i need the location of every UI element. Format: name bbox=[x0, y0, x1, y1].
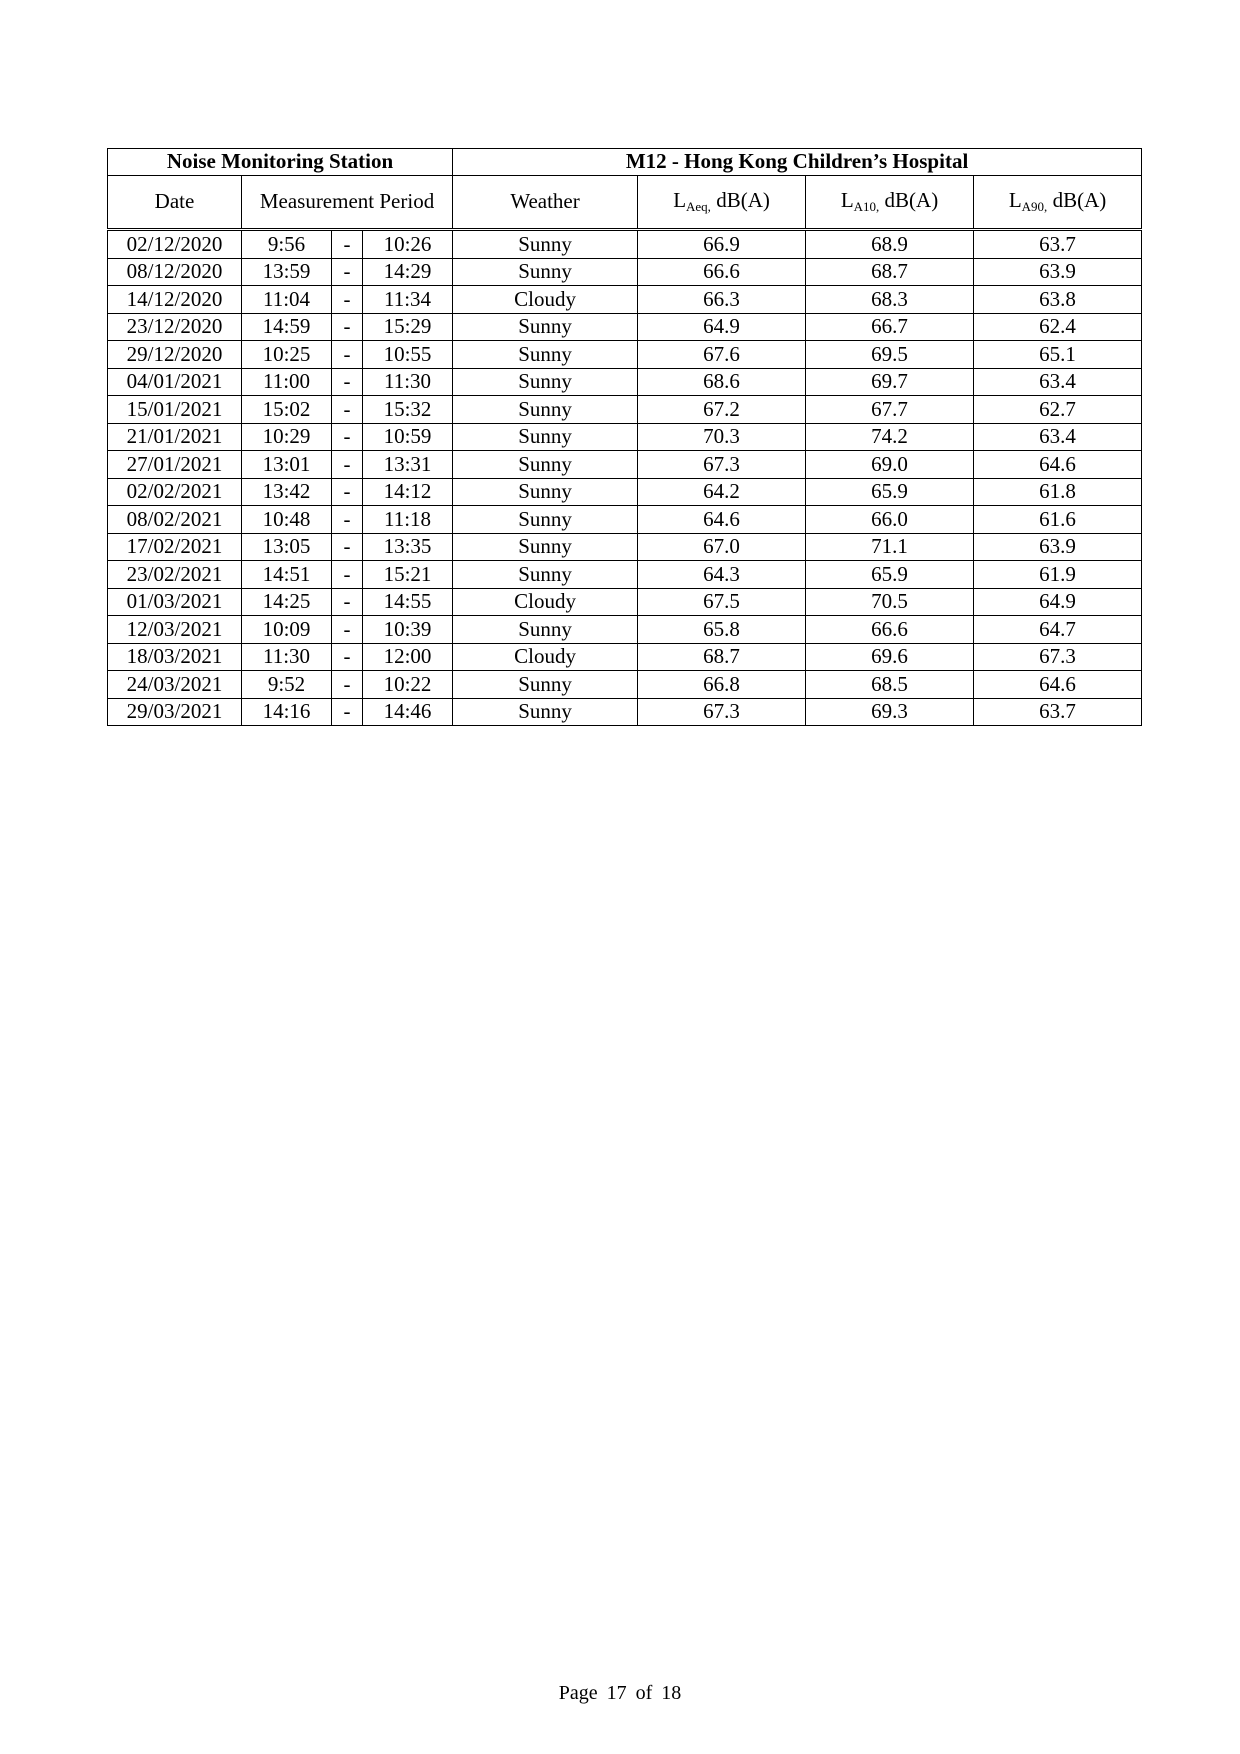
cell-date: 24/03/2021 bbox=[108, 671, 242, 699]
cell-la10: 68.7 bbox=[806, 258, 974, 286]
cell-la90: 63.9 bbox=[974, 533, 1142, 561]
cell-laeq: 66.6 bbox=[638, 258, 806, 286]
cell-date: 04/01/2021 bbox=[108, 368, 242, 396]
cell-start-time: 13:01 bbox=[242, 451, 332, 479]
cell-la90: 61.6 bbox=[974, 506, 1142, 534]
cell-la90: 63.7 bbox=[974, 230, 1142, 259]
cell-la90: 61.8 bbox=[974, 478, 1142, 506]
cell-end-time: 13:31 bbox=[363, 451, 453, 479]
cell-laeq: 68.7 bbox=[638, 643, 806, 671]
cell-end-time: 11:34 bbox=[363, 286, 453, 314]
cell-start-time: 14:25 bbox=[242, 588, 332, 616]
cell-la90: 64.7 bbox=[974, 616, 1142, 644]
cell-laeq: 64.6 bbox=[638, 506, 806, 534]
table-row bbox=[108, 671, 1142, 699]
header-weather: Weather bbox=[453, 176, 638, 230]
cell-laeq: 64.9 bbox=[638, 313, 806, 341]
cell-weather: Sunny bbox=[453, 341, 638, 369]
cell-la90: 67.3 bbox=[974, 643, 1142, 671]
cell-start-time: 11:30 bbox=[242, 643, 332, 671]
cell-start-time: 10:29 bbox=[242, 423, 332, 451]
cell-la90: 62.7 bbox=[974, 396, 1142, 424]
cell-period-separator: - bbox=[332, 506, 363, 534]
cell-weather: Sunny bbox=[453, 671, 638, 699]
header-la10-subscript: A10, bbox=[853, 199, 880, 215]
cell-start-time: 13:42 bbox=[242, 478, 332, 506]
table-row bbox=[108, 368, 1142, 396]
cell-end-time: 10:26 bbox=[363, 230, 453, 259]
cell-period-separator: - bbox=[332, 368, 363, 396]
header-laeq-symbol: L bbox=[673, 188, 687, 213]
cell-date: 08/02/2021 bbox=[108, 506, 242, 534]
station-row bbox=[108, 149, 1142, 176]
cell-end-time: 10:59 bbox=[363, 423, 453, 451]
cell-laeq: 67.2 bbox=[638, 396, 806, 424]
cell-laeq: 66.8 bbox=[638, 671, 806, 699]
noise-monitoring-table bbox=[107, 148, 1142, 726]
cell-la90: 63.8 bbox=[974, 286, 1142, 314]
cell-end-time: 11:18 bbox=[363, 506, 453, 534]
table-row bbox=[108, 313, 1142, 341]
cell-end-time: 15:32 bbox=[363, 396, 453, 424]
cell-period-separator: - bbox=[332, 258, 363, 286]
cell-date: 08/12/2020 bbox=[108, 258, 242, 286]
cell-laeq: 67.0 bbox=[638, 533, 806, 561]
table-row bbox=[108, 258, 1142, 286]
cell-start-time: 10:09 bbox=[242, 616, 332, 644]
cell-laeq: 67.5 bbox=[638, 588, 806, 616]
header-la90-symbol: L bbox=[1008, 188, 1022, 213]
header-la90-unit: dB(A) bbox=[1047, 188, 1107, 213]
cell-weather: Sunny bbox=[453, 368, 638, 396]
cell-period-separator: - bbox=[332, 533, 363, 561]
cell-la90: 65.1 bbox=[974, 341, 1142, 369]
cell-start-time: 11:00 bbox=[242, 368, 332, 396]
header-la10-symbol: L bbox=[840, 188, 854, 213]
table-row bbox=[108, 588, 1142, 616]
cell-start-time: 10:25 bbox=[242, 341, 332, 369]
cell-la10: 74.2 bbox=[806, 423, 974, 451]
cell-period-separator: - bbox=[332, 313, 363, 341]
cell-start-time: 9:56 bbox=[242, 230, 332, 259]
table-row bbox=[108, 561, 1142, 589]
cell-weather: Sunny bbox=[453, 698, 638, 726]
cell-date: 17/02/2021 bbox=[108, 533, 242, 561]
cell-la10: 68.3 bbox=[806, 286, 974, 314]
cell-date: 18/03/2021 bbox=[108, 643, 242, 671]
cell-laeq: 64.2 bbox=[638, 478, 806, 506]
cell-laeq: 68.6 bbox=[638, 368, 806, 396]
cell-laeq: 67.3 bbox=[638, 698, 806, 726]
cell-la10: 66.0 bbox=[806, 506, 974, 534]
cell-end-time: 10:22 bbox=[363, 671, 453, 699]
cell-weather: Sunny bbox=[453, 506, 638, 534]
table-row bbox=[108, 341, 1142, 369]
cell-la90: 62.4 bbox=[974, 313, 1142, 341]
cell-la10: 67.7 bbox=[806, 396, 974, 424]
cell-date: 21/01/2021 bbox=[108, 423, 242, 451]
cell-la10: 70.5 bbox=[806, 588, 974, 616]
table-row bbox=[108, 230, 1142, 259]
table-row bbox=[108, 451, 1142, 479]
cell-start-time: 10:48 bbox=[242, 506, 332, 534]
cell-date: 29/03/2021 bbox=[108, 698, 242, 726]
cell-date: 27/01/2021 bbox=[108, 451, 242, 479]
cell-la90: 64.9 bbox=[974, 588, 1142, 616]
cell-end-time: 10:55 bbox=[363, 341, 453, 369]
cell-date: 02/02/2021 bbox=[108, 478, 242, 506]
header-la90 bbox=[974, 176, 1142, 230]
cell-weather: Cloudy bbox=[453, 588, 638, 616]
cell-laeq: 66.9 bbox=[638, 230, 806, 259]
cell-la10: 69.5 bbox=[806, 341, 974, 369]
cell-la90: 64.6 bbox=[974, 451, 1142, 479]
station-name: M12 - Hong Kong Children’s Hospital bbox=[453, 149, 1142, 176]
header-laeq bbox=[638, 176, 806, 230]
cell-period-separator: - bbox=[332, 478, 363, 506]
cell-la10: 71.1 bbox=[806, 533, 974, 561]
cell-la10: 68.5 bbox=[806, 671, 974, 699]
cell-end-time: 14:12 bbox=[363, 478, 453, 506]
cell-end-time: 12:00 bbox=[363, 643, 453, 671]
cell-date: 02/12/2020 bbox=[108, 230, 242, 259]
cell-period-separator: - bbox=[332, 451, 363, 479]
cell-start-time: 14:51 bbox=[242, 561, 332, 589]
cell-date: 01/03/2021 bbox=[108, 588, 242, 616]
cell-end-time: 14:29 bbox=[363, 258, 453, 286]
table-row bbox=[108, 698, 1142, 726]
cell-la10: 66.7 bbox=[806, 313, 974, 341]
cell-la10: 69.6 bbox=[806, 643, 974, 671]
cell-end-time: 15:29 bbox=[363, 313, 453, 341]
cell-end-time: 14:46 bbox=[363, 698, 453, 726]
cell-la10: 65.9 bbox=[806, 561, 974, 589]
cell-start-time: 13:59 bbox=[242, 258, 332, 286]
cell-end-time: 11:30 bbox=[363, 368, 453, 396]
cell-weather: Sunny bbox=[453, 561, 638, 589]
cell-period-separator: - bbox=[332, 671, 363, 699]
header-la90-subscript: A90, bbox=[1021, 199, 1048, 215]
station-label: Noise Monitoring Station bbox=[108, 149, 453, 176]
table-row bbox=[108, 506, 1142, 534]
cell-date: 29/12/2020 bbox=[108, 341, 242, 369]
header-laeq-subscript: Aeq, bbox=[686, 199, 711, 215]
cell-end-time: 13:35 bbox=[363, 533, 453, 561]
cell-date: 15/01/2021 bbox=[108, 396, 242, 424]
cell-weather: Cloudy bbox=[453, 286, 638, 314]
cell-start-time: 9:52 bbox=[242, 671, 332, 699]
header-la10-unit: dB(A) bbox=[879, 188, 939, 213]
cell-date: 23/12/2020 bbox=[108, 313, 242, 341]
cell-laeq: 64.3 bbox=[638, 561, 806, 589]
cell-period-separator: - bbox=[332, 561, 363, 589]
cell-la90: 61.9 bbox=[974, 561, 1142, 589]
cell-la10: 69.7 bbox=[806, 368, 974, 396]
table-row bbox=[108, 533, 1142, 561]
cell-date: 14/12/2020 bbox=[108, 286, 242, 314]
cell-period-separator: - bbox=[332, 396, 363, 424]
header-measurement-period: Measurement Period bbox=[242, 176, 453, 230]
cell-la10: 68.9 bbox=[806, 230, 974, 259]
cell-la10: 69.3 bbox=[806, 698, 974, 726]
table-row bbox=[108, 423, 1142, 451]
table-row bbox=[108, 616, 1142, 644]
cell-period-separator: - bbox=[332, 423, 363, 451]
cell-la90: 63.4 bbox=[974, 423, 1142, 451]
cell-laeq: 66.3 bbox=[638, 286, 806, 314]
header-date: Date bbox=[108, 176, 242, 230]
cell-weather: Sunny bbox=[453, 258, 638, 286]
cell-la90: 64.6 bbox=[974, 671, 1142, 699]
table-row bbox=[108, 478, 1142, 506]
cell-start-time: 15:02 bbox=[242, 396, 332, 424]
cell-laeq: 65.8 bbox=[638, 616, 806, 644]
cell-start-time: 14:16 bbox=[242, 698, 332, 726]
column-header-row bbox=[108, 176, 1142, 230]
header-laeq-unit: dB(A) bbox=[710, 188, 770, 213]
cell-start-time: 13:05 bbox=[242, 533, 332, 561]
cell-period-separator: - bbox=[332, 643, 363, 671]
cell-date: 23/02/2021 bbox=[108, 561, 242, 589]
cell-la10: 69.0 bbox=[806, 451, 974, 479]
cell-laeq: 67.3 bbox=[638, 451, 806, 479]
cell-weather: Sunny bbox=[453, 230, 638, 259]
cell-weather: Sunny bbox=[453, 313, 638, 341]
table-row bbox=[108, 396, 1142, 424]
cell-end-time: 15:21 bbox=[363, 561, 453, 589]
cell-laeq: 67.6 bbox=[638, 341, 806, 369]
cell-period-separator: - bbox=[332, 616, 363, 644]
cell-period-separator: - bbox=[332, 341, 363, 369]
cell-period-separator: - bbox=[332, 286, 363, 314]
cell-period-separator: - bbox=[332, 698, 363, 726]
cell-start-time: 14:59 bbox=[242, 313, 332, 341]
header-la10 bbox=[806, 176, 974, 230]
cell-end-time: 14:55 bbox=[363, 588, 453, 616]
cell-weather: Sunny bbox=[453, 396, 638, 424]
cell-la10: 65.9 bbox=[806, 478, 974, 506]
cell-la90: 63.7 bbox=[974, 698, 1142, 726]
cell-period-separator: - bbox=[332, 230, 363, 259]
table-row bbox=[108, 286, 1142, 314]
cell-weather: Sunny bbox=[453, 451, 638, 479]
cell-weather: Sunny bbox=[453, 478, 638, 506]
table-body bbox=[108, 230, 1142, 726]
cell-laeq: 70.3 bbox=[638, 423, 806, 451]
cell-end-time: 10:39 bbox=[363, 616, 453, 644]
cell-start-time: 11:04 bbox=[242, 286, 332, 314]
cell-la10: 66.6 bbox=[806, 616, 974, 644]
table-row bbox=[108, 643, 1142, 671]
cell-date: 12/03/2021 bbox=[108, 616, 242, 644]
cell-weather: Sunny bbox=[453, 616, 638, 644]
cell-weather: Sunny bbox=[453, 533, 638, 561]
cell-weather: Cloudy bbox=[453, 643, 638, 671]
cell-la90: 63.9 bbox=[974, 258, 1142, 286]
cell-period-separator: - bbox=[332, 588, 363, 616]
cell-weather: Sunny bbox=[453, 423, 638, 451]
page-number: Page 17 of 18 bbox=[558, 1682, 682, 1704]
cell-la90: 63.4 bbox=[974, 368, 1142, 396]
